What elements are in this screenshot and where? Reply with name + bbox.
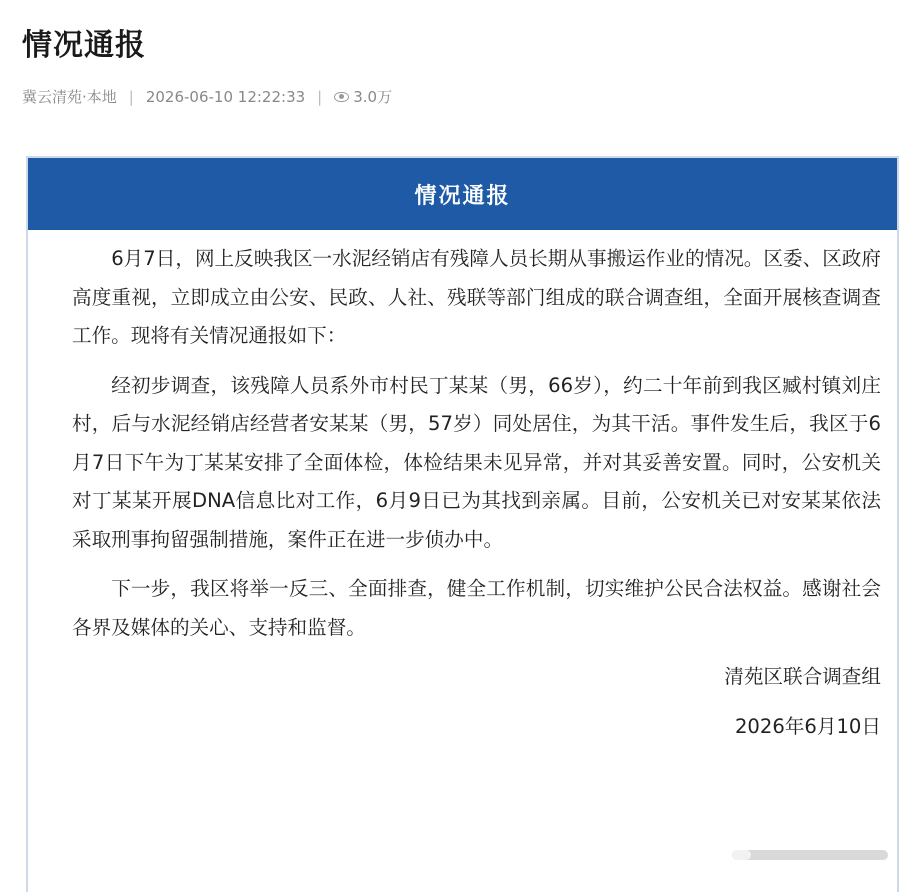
eye-icon	[334, 92, 349, 102]
scroll-progress-bar[interactable]	[732, 850, 888, 860]
signature-date: 2026年6月10日	[734, 715, 881, 738]
meta-divider: |	[317, 87, 323, 106]
publish-datetime: 2026-06-10 12:22:33	[145, 87, 306, 106]
view-count: 3.0万	[353, 88, 393, 106]
source-label[interactable]: 冀云清苑·本地	[22, 88, 117, 106]
notice-body	[28, 230, 897, 647]
notice-header: 情况通报	[28, 158, 897, 230]
signature-block	[28, 658, 897, 746]
notice-paragraph: 下一步，我区将举一反三、全面排查，健全工作机制，切实维护公民合法权益。感谢社会各界及媒体的关心、支持和监督。	[72, 577, 881, 639]
meta-divider: |	[128, 87, 134, 106]
notice-paragraph: 6月7日，网上反映我区一水泥经销店有残障人员长期从事搬运作业的情况。区委、区政府高度重视，立即成立由公安、民政、人社、残联等部门组成的联合调查组，全面开展核查调查工作。现将有关情况通报如下：	[72, 247, 881, 347]
scroll-progress-fill	[732, 850, 751, 860]
page-title: 情况通报	[22, 28, 146, 63]
signature-org: 清苑区联合调查组	[724, 665, 881, 688]
notice-paragraph: 经初步调查，该残障人员系外市村民丁某某（男，66岁），约二十年前到我区臧村镇刘庄村，后与水泥经销店经营者安某某（男，57岁）同处居住，为其干活。事件发生后，我区于6月7日下午为丁某某安排了全面体检，体检结果未见异常，并对其妥善安置。同时，公安机关对丁某某开展DNA信息比对工作，6月9日已为其找到亲属。目前，公安机关已对安某某依法采取刑事拘留强制措施，案件正在进一步侦办中。	[72, 373, 881, 551]
notice-card	[26, 156, 899, 892]
article-meta	[22, 86, 392, 107]
